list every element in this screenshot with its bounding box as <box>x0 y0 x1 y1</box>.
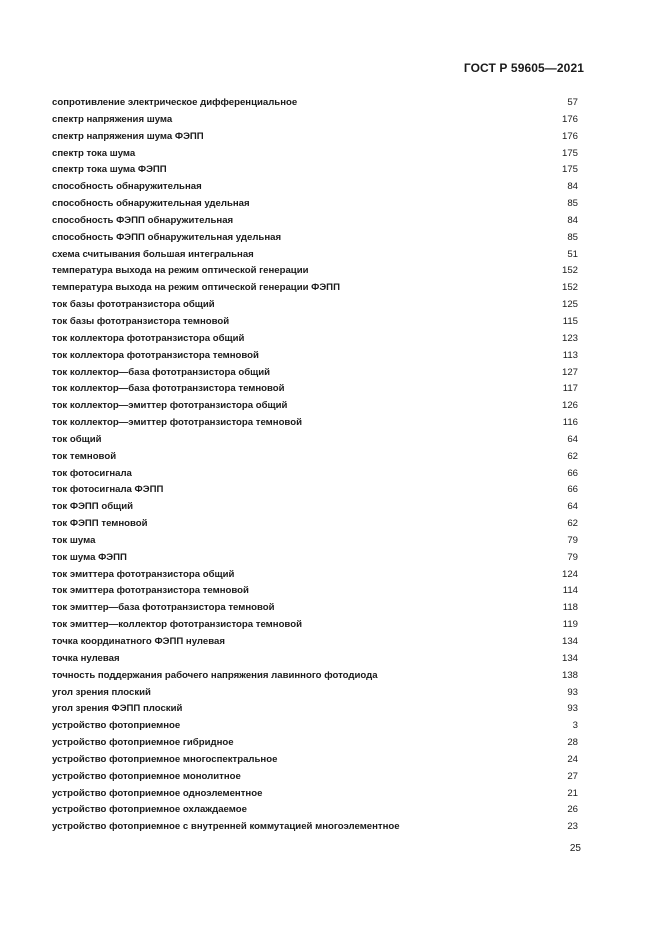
index-page-ref: 85 <box>567 198 578 210</box>
page-number: 25 <box>569 843 581 854</box>
index-term: ток коллектор—эмиттер фототранзистора темновой <box>52 417 302 429</box>
index-entry <box>52 499 578 516</box>
index-entry <box>52 129 578 146</box>
index-term: ток темновой <box>52 450 117 462</box>
index-entry <box>52 735 578 752</box>
index-page-ref: 114 <box>562 585 578 597</box>
index-entry <box>52 668 578 685</box>
index-entry <box>52 348 578 365</box>
index-entry <box>52 685 578 702</box>
index-page-ref: 3 <box>572 720 578 732</box>
index-page-ref: 66 <box>567 467 578 479</box>
index-page-ref: 85 <box>567 231 578 243</box>
index-page-ref: 79 <box>567 551 578 563</box>
index-term: ток ФЭПП общий <box>52 501 134 513</box>
index-term: спектр напряжения шума <box>52 113 173 125</box>
index-page-ref: 175 <box>561 147 578 159</box>
index-entry <box>52 567 578 584</box>
index-entry <box>52 769 578 786</box>
index-entry <box>52 297 578 314</box>
index-entry <box>52 95 578 112</box>
index-page-ref: 84 <box>567 214 578 226</box>
index-entry <box>52 179 578 196</box>
index-term: точность поддержания рабочего напряжения лавинного фотодиода <box>52 669 378 681</box>
index-term: способность ФЭПП обнаружительная <box>52 214 234 226</box>
index-page-ref: 152 <box>561 282 578 294</box>
index-term: ток коллектора фототранзистора темновой <box>52 349 259 361</box>
index-term: устройство фотоприемное многоспектральное <box>52 753 278 765</box>
index-page-ref: 117 <box>562 383 578 395</box>
index-page-ref: 175 <box>561 164 578 176</box>
index-entry <box>52 213 578 230</box>
index-page-ref: 116 <box>562 417 578 429</box>
index-term: устройство фотоприемное охлаждаемое <box>52 804 247 816</box>
index-entry <box>52 230 578 247</box>
index-term: способность ФЭПП обнаружительная удельная <box>52 231 282 243</box>
index-entry <box>52 718 578 735</box>
index-page-ref: 124 <box>561 568 578 580</box>
index-entry <box>52 583 578 600</box>
index-term: ток фотосигнала ФЭПП <box>52 484 164 496</box>
index-term: спектр тока шума ФЭПП <box>52 164 167 176</box>
index-page-ref: 93 <box>567 686 578 698</box>
index-page-ref: 79 <box>567 534 578 546</box>
index-term: ток эмиттера фототранзистора темновой <box>52 585 249 597</box>
index-page-ref: 28 <box>567 737 578 749</box>
index-term: ток общий <box>52 433 102 445</box>
index-page-ref: 134 <box>561 652 578 664</box>
index-entry <box>52 112 578 129</box>
index-term: ток коллектор—база фототранзистора общий <box>52 366 271 378</box>
index-entry <box>52 617 578 634</box>
index-entry <box>52 634 578 651</box>
index-entry <box>52 432 578 449</box>
index-term: ток фотосигнала <box>52 467 132 479</box>
index-page-ref: 127 <box>561 366 578 378</box>
index-term: устройство фотоприемное с внутренней коммутацией многоэлементное <box>52 821 400 833</box>
index-page-ref: 64 <box>567 433 578 445</box>
index-entry <box>52 331 578 348</box>
index-entry <box>52 819 578 836</box>
index-page-ref: 57 <box>567 97 578 108</box>
index-page-ref: 21 <box>567 787 578 799</box>
index-term: устройство фотоприемное гибридное <box>52 737 234 749</box>
index-entry <box>52 466 578 483</box>
index-entry <box>52 146 578 163</box>
term-index-list <box>52 95 578 836</box>
index-term: ток эмиттер—коллектор фототранзистора темновой <box>52 619 302 631</box>
index-term: угол зрения плоский <box>52 686 151 698</box>
index-entry <box>52 365 578 382</box>
index-term: угол зрения ФЭПП плоский <box>52 703 183 715</box>
index-page-ref: 66 <box>567 484 578 496</box>
index-term: ток коллектор—эмиттер фототранзистора общий <box>52 400 288 412</box>
index-term: устройство фотоприемное одноэлементное <box>52 787 263 799</box>
index-page-ref: 152 <box>561 265 578 277</box>
index-entry <box>52 247 578 264</box>
index-page-ref: 23 <box>567 821 578 833</box>
index-term: способность обнаружительная <box>52 181 202 193</box>
index-term: схема считывания большая интегральная <box>52 248 254 260</box>
index-page-ref: 64 <box>567 501 578 513</box>
index-entry <box>52 550 578 567</box>
index-entry <box>52 752 578 769</box>
index-page-ref: 123 <box>561 332 578 344</box>
index-term: ток эмиттера фототранзистора общий <box>52 568 235 580</box>
index-term: точка нулевая <box>52 652 120 664</box>
index-page-ref: 24 <box>567 753 578 765</box>
index-term: ток коллектора фототранзистора общий <box>52 332 245 344</box>
index-entry <box>52 482 578 499</box>
index-term: температура выхода на режим оптической генерации ФЭПП <box>52 282 340 294</box>
document-header-standard-code: ГОСТ Р 59605—2021 <box>463 61 584 75</box>
index-term: сопротивление электрическое дифференциальное <box>52 97 298 108</box>
index-entry <box>52 381 578 398</box>
index-page-ref: 113 <box>562 349 578 361</box>
index-page-ref: 27 <box>567 770 578 782</box>
index-term: спектр тока шума <box>52 147 136 159</box>
index-entry <box>52 314 578 331</box>
index-page-ref: 125 <box>561 299 578 311</box>
index-term: температура выхода на режим оптической генерации <box>52 265 309 277</box>
index-term: ток коллектор—база фототранзистора темновой <box>52 383 285 395</box>
index-term: спектр напряжения шума ФЭПП <box>52 130 204 142</box>
index-page-ref: 134 <box>561 636 578 647</box>
index-entry <box>52 651 578 668</box>
index-term: ток базы фототранзистора темновой <box>52 315 230 327</box>
index-entry <box>52 600 578 617</box>
index-term: ток шума ФЭПП <box>52 551 127 563</box>
index-entry <box>52 196 578 213</box>
index-term: точка координатного ФЭПП нулевая <box>52 636 225 647</box>
index-page-ref: 138 <box>561 669 578 681</box>
index-page-ref: 115 <box>562 315 578 327</box>
index-page-ref: 93 <box>567 703 578 715</box>
index-page-ref: 176 <box>561 130 578 142</box>
index-term: способность обнаружительная удельная <box>52 198 250 210</box>
index-page-ref: 26 <box>567 804 578 816</box>
index-page-ref: 51 <box>567 248 578 260</box>
index-term: устройство фотоприемное монолитное <box>52 770 241 782</box>
index-page-ref: 118 <box>562 602 578 614</box>
index-entry <box>52 802 578 819</box>
index-entry <box>52 263 578 280</box>
index-page-ref: 176 <box>561 113 578 125</box>
index-entry <box>52 398 578 415</box>
index-term: ток шума <box>52 534 96 546</box>
index-term: ток ФЭПП темновой <box>52 518 148 530</box>
index-term: ток эмиттер—база фототранзистора темновой <box>52 602 275 614</box>
index-page-ref: 62 <box>567 518 578 530</box>
index-entry <box>52 162 578 179</box>
index-entry <box>52 415 578 432</box>
index-term: устройство фотоприемное <box>52 720 181 732</box>
index-entry <box>52 786 578 803</box>
index-entry <box>52 280 578 297</box>
index-entry <box>52 516 578 533</box>
index-entry <box>52 701 578 718</box>
index-entry <box>52 449 578 466</box>
index-term: ток базы фототранзистора общий <box>52 299 215 311</box>
index-page-ref: 126 <box>561 400 578 412</box>
index-entry <box>52 533 578 550</box>
index-page-ref: 119 <box>562 619 578 631</box>
index-page-ref: 84 <box>567 181 578 193</box>
index-page-ref: 62 <box>567 450 578 462</box>
